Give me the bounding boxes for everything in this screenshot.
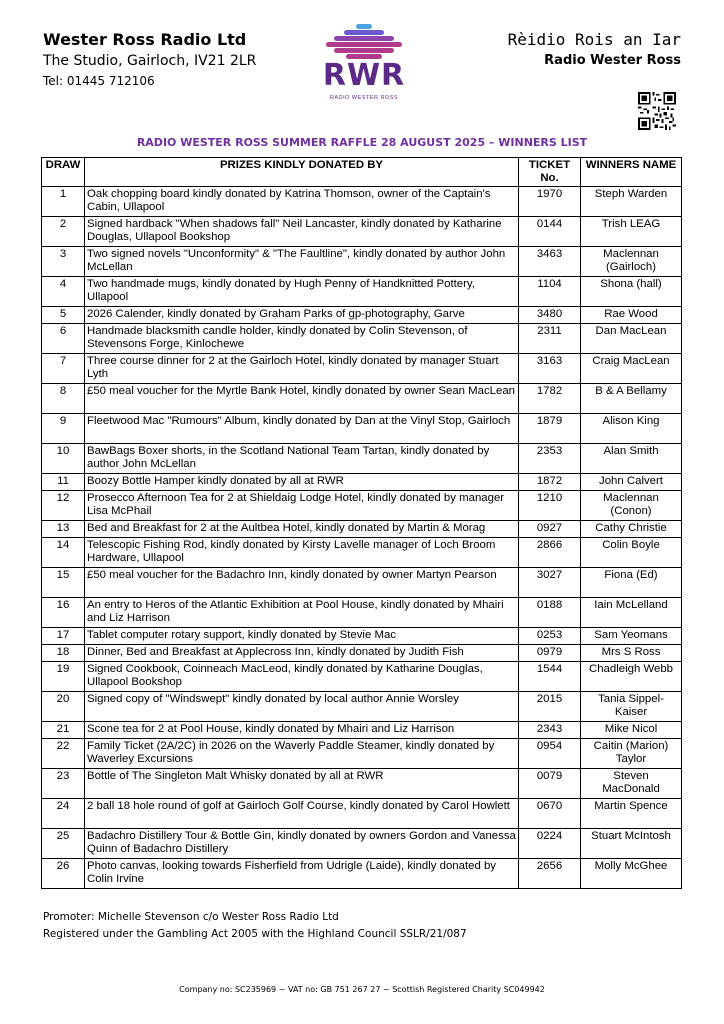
winner-cell: Mrs S Ross	[581, 645, 682, 662]
table-row	[42, 324, 682, 354]
prize-cell: Boozy Bottle Hamper kindly donated by all at RWR	[85, 474, 519, 491]
header-prize: PRIZES KINDLY DONATED BY	[85, 158, 519, 187]
table-row	[42, 521, 682, 538]
table-header-row	[42, 158, 682, 187]
logo-bar	[334, 36, 394, 41]
company-footer: Company no: SC235969 ~ VAT no: GB 751 267 27 ~ Scottish Registered Charity SC049942	[179, 985, 545, 994]
registration-text: Registered under the Gambling Act 2005 with the Highland Council SSLR/21/087	[43, 928, 467, 940]
prize-cell: An entry to Heros of the Atlantic Exhibition at Pool House, kindly donated by Mhairi and Liz Harrison	[85, 598, 519, 628]
draw-cell: 17	[42, 628, 85, 645]
draw-cell: 16	[42, 598, 85, 628]
winner-cell: Maclennan (Conon)	[581, 491, 682, 521]
prize-cell: 2026 Calender, kindly donated by Graham Parks of gp-photography, Garve	[85, 307, 519, 324]
winner-cell: Molly McGhee	[581, 859, 682, 889]
draw-cell: 22	[42, 739, 85, 769]
prize-cell: Signed hardback "When shadows fall" Neil Lancaster, kindly donated by Katharine Douglas, Ullapool Bookshop	[85, 217, 519, 247]
draw-cell: 10	[42, 444, 85, 474]
prize-cell: Signed copy of "Windswept" kindly donated by local author Annie Worsley	[85, 692, 519, 722]
winner-cell: Craig MacLean	[581, 354, 682, 384]
draw-cell: 5	[42, 307, 85, 324]
table-row	[42, 444, 682, 474]
org-name: Wester Ross Radio Ltd	[43, 30, 247, 49]
table-row	[42, 217, 682, 247]
draw-cell: 6	[42, 324, 85, 354]
logo-text: RWR	[322, 58, 406, 93]
table-row	[42, 307, 682, 324]
header-winner: WINNERS NAME	[581, 158, 682, 187]
promoter-text: Promoter: Michelle Stevenson c/o Wester Ross Radio Ltd	[43, 911, 339, 923]
draw-cell: 13	[42, 521, 85, 538]
ticket-cell: 2656	[519, 859, 581, 889]
prize-cell: Two signed novels "Unconformity" & "The Faultline", kindly donated by author John McLellan	[85, 247, 519, 277]
ticket-cell: 3463	[519, 247, 581, 277]
table-row	[42, 859, 682, 889]
winner-cell: Cathy Christie	[581, 521, 682, 538]
prize-cell: £50 meal voucher for the Badachro Inn, kindly donated by owner Martyn Pearson	[85, 568, 519, 598]
prize-cell: Telescopic Fishing Rod, kindly donated by Kirsty Lavelle manager of Loch Broom Hardware, Ullapool	[85, 538, 519, 568]
table-row	[42, 645, 682, 662]
gaelic-station-name: Rèidio Rois an Iar	[507, 30, 681, 49]
winner-cell: Dan MacLean	[581, 324, 682, 354]
winner-cell: Steph Warden	[581, 187, 682, 217]
ticket-cell: 0253	[519, 628, 581, 645]
prize-cell: Scone tea for 2 at Pool House, kindly donated by Mhairi and Liz Harrison	[85, 722, 519, 739]
winner-cell: Shona (hall)	[581, 277, 682, 307]
draw-cell: 1	[42, 187, 85, 217]
prize-cell: £50 meal voucher for the Myrtle Bank Hotel, kindly donated by owner Sean MacLean	[85, 384, 519, 414]
prize-cell: Fleetwood Mac "Rumours" Album, kindly donated by Dan at the Vinyl Stop, Gairloch	[85, 414, 519, 444]
table-row	[42, 474, 682, 491]
draw-cell: 2	[42, 217, 85, 247]
draw-cell: 23	[42, 769, 85, 799]
prize-cell: Photo canvas, looking towards Fisherfield from Udrigle (Laide), kindly donated by Colin Irvine	[85, 859, 519, 889]
table-row	[42, 722, 682, 739]
logo-bar	[334, 48, 394, 53]
table-row	[42, 247, 682, 277]
ticket-cell: 1544	[519, 662, 581, 692]
winner-cell: Martin Spence	[581, 799, 682, 829]
ticket-cell: 0188	[519, 598, 581, 628]
draw-cell: 21	[42, 722, 85, 739]
ticket-cell: 0079	[519, 769, 581, 799]
prize-cell: Oak chopping board kindly donated by Katrina Thomson, owner of the Captain's Cabin, Ullapool	[85, 187, 519, 217]
draw-cell: 9	[42, 414, 85, 444]
winner-cell: Steven MacDonald	[581, 769, 682, 799]
table-row	[42, 692, 682, 722]
prize-cell: Prosecco Afternoon Tea for 2 at Shieldaig Lodge Hotel, kindly donated by manager Lisa McPhail	[85, 491, 519, 521]
prize-cell: BawBags Boxer shorts, in the Scotland National Team Tartan, kindly donated by author John McLellan	[85, 444, 519, 474]
ticket-cell: 0670	[519, 799, 581, 829]
table-row	[42, 538, 682, 568]
draw-cell: 15	[42, 568, 85, 598]
document-title: RADIO WESTER ROSS SUMMER RAFFLE 28 AUGUST 2025 – WINNERS LIST	[136, 136, 588, 149]
english-station-name: Radio Wester Ross	[544, 53, 681, 68]
promoter-block	[43, 909, 467, 943]
winner-cell: Iain McLelland	[581, 598, 682, 628]
draw-cell: 8	[42, 384, 85, 414]
header-draw: DRAW	[42, 158, 85, 187]
org-telephone: Tel: 01445 712106	[43, 74, 155, 88]
prize-cell: Two handmade mugs, kindly donated by Hugh Penny of Handknitted Pottery, Ullapool	[85, 277, 519, 307]
winner-cell: John Calvert	[581, 474, 682, 491]
prize-cell: Badachro Distillery Tour & Bottle Gin, kindly donated by owners Gordon and Vanessa Quinn of Badachro Distillery	[85, 829, 519, 859]
winner-cell: Rae Wood	[581, 307, 682, 324]
ticket-cell: 1879	[519, 414, 581, 444]
station-name-block	[508, 30, 681, 72]
table-row	[42, 662, 682, 692]
ticket-cell: 0979	[519, 645, 581, 662]
ticket-cell: 1872	[519, 474, 581, 491]
header-ticket: TICKET No.	[519, 158, 581, 187]
prize-cell: Tablet computer rotary support, kindly donated by Stevie Mac	[85, 628, 519, 645]
winner-cell: Trish LEAG	[581, 217, 682, 247]
ticket-cell: 2311	[519, 324, 581, 354]
table-row	[42, 277, 682, 307]
table-row	[42, 414, 682, 444]
ticket-cell: 2015	[519, 692, 581, 722]
prize-cell: Bottle of The Singleton Malt Whisky donated by all at RWR	[85, 769, 519, 799]
ticket-cell: 0954	[519, 739, 581, 769]
logo-bars	[322, 24, 406, 60]
org-address: The Studio, Gairloch, IV21 2LR	[43, 53, 257, 69]
draw-cell: 7	[42, 354, 85, 384]
prize-cell: Handmade blacksmith candle holder, kindly donated by Colin Stevenson, of Stevensons Forge, Kinlochewe	[85, 324, 519, 354]
table-row	[42, 799, 682, 829]
winner-cell: Colin Boyle	[581, 538, 682, 568]
prize-cell: Dinner, Bed and Breakfast at Applecross Inn, kindly donated by Judith Fish	[85, 645, 519, 662]
table-row	[42, 354, 682, 384]
table-row	[42, 384, 682, 414]
prize-cell: Signed Cookbook, Coinneach MacLeod, kindly donated by Katharine Douglas, Ullapool Bookshop	[85, 662, 519, 692]
table-row	[42, 491, 682, 521]
prize-cell: 2 ball 18 hole round of golf at Gairloch Golf Course, kindly donated by Carol Howlett	[85, 799, 519, 829]
table-row	[42, 598, 682, 628]
table-row	[42, 568, 682, 598]
ticket-cell: 1970	[519, 187, 581, 217]
ticket-cell: 0144	[519, 217, 581, 247]
draw-cell: 25	[42, 829, 85, 859]
prize-cell: Family Ticket (2A/2C) in 2026 on the Waverly Paddle Steamer, kindly donated by Waverley Excursions	[85, 739, 519, 769]
winner-cell: Alan Smith	[581, 444, 682, 474]
draw-cell: 26	[42, 859, 85, 889]
ticket-cell: 3480	[519, 307, 581, 324]
winner-cell: B & A Bellamy	[581, 384, 682, 414]
draw-cell: 3	[42, 247, 85, 277]
winner-cell: Sam Yeomans	[581, 628, 682, 645]
winner-cell: Maclennan (Gairloch)	[581, 247, 682, 277]
ticket-cell: 2866	[519, 538, 581, 568]
organisation-block	[43, 30, 256, 90]
winner-cell: Mike Nicol	[581, 722, 682, 739]
ticket-cell: 1210	[519, 491, 581, 521]
ticket-cell: 1104	[519, 277, 581, 307]
draw-cell: 18	[42, 645, 85, 662]
ticket-cell: 2353	[519, 444, 581, 474]
ticket-cell: 3027	[519, 568, 581, 598]
table-row	[42, 739, 682, 769]
logo-bar	[326, 42, 402, 47]
winner-cell: Chadleigh Webb	[581, 662, 682, 692]
draw-cell: 24	[42, 799, 85, 829]
ticket-cell: 1782	[519, 384, 581, 414]
rwr-logo	[318, 24, 410, 106]
ticket-cell: 2343	[519, 722, 581, 739]
winner-cell: Tania Sippel-Kaiser	[581, 692, 682, 722]
logo-bar	[356, 24, 372, 29]
winner-cell: Caitin (Marion) Taylor	[581, 739, 682, 769]
prize-cell: Bed and Breakfast for 2 at the Aultbea Hotel, kindly donated by Martin & Morag	[85, 521, 519, 538]
draw-cell: 14	[42, 538, 85, 568]
ticket-cell: 0927	[519, 521, 581, 538]
table-row	[42, 829, 682, 859]
table-row	[42, 769, 682, 799]
draw-cell: 20	[42, 692, 85, 722]
winner-cell: Stuart McIntosh	[581, 829, 682, 859]
winners-table	[41, 157, 682, 889]
winner-cell: Alison King	[581, 414, 682, 444]
table-row	[42, 628, 682, 645]
draw-cell: 4	[42, 277, 85, 307]
ticket-cell: 3163	[519, 354, 581, 384]
prize-cell: Three course dinner for 2 at the Gairloch Hotel, kindly donated by manager Stuart Lyth	[85, 354, 519, 384]
ticket-cell: 0224	[519, 829, 581, 859]
table-row	[42, 187, 682, 217]
logo-bar	[344, 30, 384, 35]
draw-cell: 12	[42, 491, 85, 521]
draw-cell: 11	[42, 474, 85, 491]
draw-cell: 19	[42, 662, 85, 692]
qr-code-icon	[638, 92, 676, 130]
winner-cell: Fiona (Ed)	[581, 568, 682, 598]
logo-subtitle: RADIO WESTER ROSS	[329, 95, 399, 101]
